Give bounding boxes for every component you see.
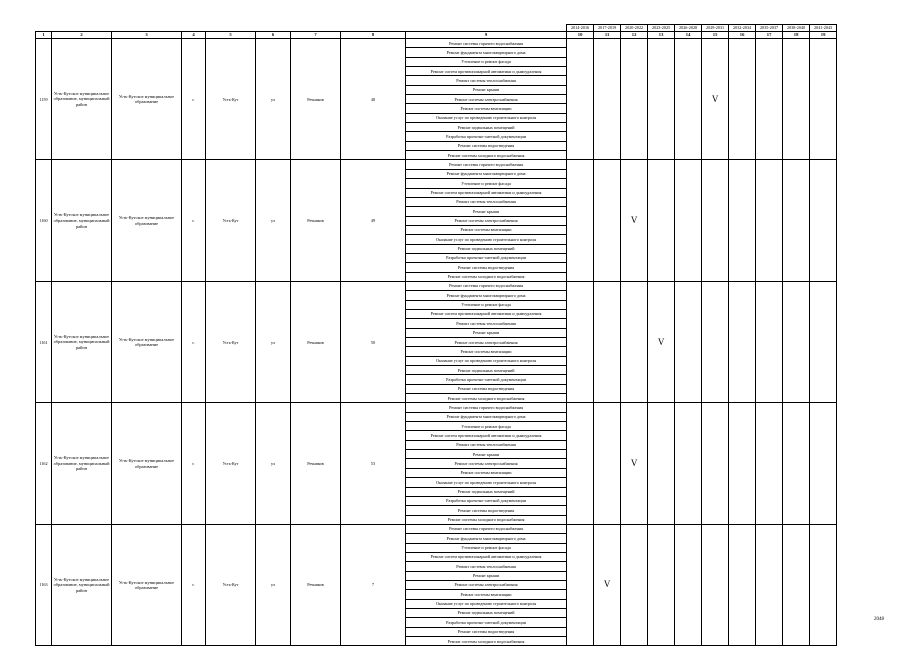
period-cell (594, 160, 621, 281)
work-type: Утепление и ремонт фасада (406, 57, 567, 66)
work-type: Оказание услуг по проведению строительного контроля (406, 478, 567, 487)
period-cell (756, 524, 783, 645)
period-cell (729, 39, 756, 160)
period-cell (756, 160, 783, 281)
column-number: 13 (648, 32, 675, 39)
year-period-header: 2032-2034 (729, 25, 756, 32)
work-type: Ремонт подвальных помещений (406, 123, 567, 132)
work-type: Ремонт крыши (406, 328, 567, 337)
period-cell (756, 39, 783, 160)
work-type: Ремонт фундамента многоквартирного дома (406, 169, 567, 178)
period-cell (810, 281, 837, 402)
work-type: Ремонт системы холодного водоснабжения (406, 637, 567, 646)
street-name: Речников (291, 524, 341, 645)
work-type: Ремонт системы водоотведения (406, 506, 567, 515)
settlement: Усть-Кутское муниципальное образование (112, 160, 182, 281)
period-cell (567, 39, 594, 160)
work-type: Разработка проектно-сметной документации (406, 253, 567, 262)
street-type: ул (256, 39, 291, 160)
year-period-header: 2035-2037 (756, 25, 783, 32)
column-number: 17 (756, 32, 783, 39)
municipality: Усть-Кутское муниципальное образование, муниципальный район (52, 524, 112, 645)
work-type: Ремонт системы горячего водоснабжения (406, 281, 567, 290)
period-cell (567, 160, 594, 281)
work-type: Оказание услуг по проведению строительного контроля (406, 113, 567, 122)
work-type: Оказание услуг по проведению строительного контроля (406, 235, 567, 244)
street-name: Речников (291, 281, 341, 402)
table-row (36, 281, 837, 290)
city: Усть-Кут (206, 160, 256, 281)
work-type: Ремонт системы вентиляции (406, 104, 567, 113)
municipality: Усть-Кутское муниципальное образование, муниципальный район (52, 39, 112, 160)
street-type: ул (256, 403, 291, 524)
work-type: Утепление и ремонт фасада (406, 179, 567, 188)
work-type: Оказание услуг по проведению строительного контроля (406, 356, 567, 365)
period-cell (594, 281, 621, 402)
column-number: 7 (291, 32, 341, 39)
year-period-header: 2041-2043 (810, 25, 837, 32)
work-type: Разработка проектно-сметной документации (406, 496, 567, 505)
work-type: Ремонт системы электроснабжения (406, 216, 567, 225)
period-cell (810, 160, 837, 281)
street-name: Речников (291, 403, 341, 524)
period-cell (675, 403, 702, 524)
period-cell (675, 281, 702, 402)
column-number: 3 (112, 32, 182, 39)
period-cell (756, 281, 783, 402)
column-number: 12 (621, 32, 648, 39)
year-period-header: 2029-2031 (702, 25, 729, 32)
period-cell (675, 39, 702, 160)
column-number: 19 (810, 32, 837, 39)
settlement: Усть-Кутское муниципальное образование (112, 281, 182, 402)
column-number: 4 (182, 32, 206, 39)
locality-type: г. (182, 281, 206, 402)
column-number: 18 (783, 32, 810, 39)
record-id: 1160 (36, 160, 52, 281)
period-cell (729, 403, 756, 524)
work-type: Ремонт системы вентиляции (406, 347, 567, 356)
work-type: Ремонт подвальных помещений (406, 244, 567, 253)
capital-repair-schedule-table (35, 24, 837, 646)
settlement: Усть-Кутское муниципальное образование (112, 39, 182, 160)
locality-type: г. (182, 524, 206, 645)
work-type: Ремонт систем противопожарной автоматики и дымоудаления (406, 67, 567, 76)
period-cell (702, 524, 729, 645)
period-cell (675, 160, 702, 281)
period-mark: V (702, 39, 729, 160)
city: Усть-Кут (206, 281, 256, 402)
period-cell (729, 160, 756, 281)
house-number: 53 (341, 403, 406, 524)
year-period-header: 2038-2040 (783, 25, 810, 32)
work-type: Разработка проектно-сметной документации (406, 375, 567, 384)
work-type: Ремонт систем противопожарной автоматики и дымоудаления (406, 431, 567, 440)
header-blank (36, 25, 567, 32)
record-id: 1159 (36, 39, 52, 160)
column-number: 5 (206, 32, 256, 39)
period-cell (648, 39, 675, 160)
period-cell (621, 39, 648, 160)
work-type: Ремонт системы теплоснабжения (406, 440, 567, 449)
work-type: Ремонт крыши (406, 85, 567, 94)
period-cell (594, 39, 621, 160)
house-number: 50 (341, 281, 406, 402)
work-type: Ремонт системы горячего водоснабжения (406, 524, 567, 533)
period-cell (594, 403, 621, 524)
work-type: Ремонт системы холодного водоснабжения (406, 394, 567, 403)
period-cell (729, 281, 756, 402)
work-type: Ремонт системы электроснабжения (406, 95, 567, 104)
work-type: Ремонт системы электроснабжения (406, 580, 567, 589)
municipality: Усть-Кутское муниципальное образование, муниципальный район (52, 403, 112, 524)
house-number: 49 (341, 160, 406, 281)
locality-type: г. (182, 39, 206, 160)
work-type: Ремонт фундамента многоквартирного дома (406, 291, 567, 300)
municipality: Усть-Кутское муниципальное образование, муниципальный район (52, 281, 112, 402)
period-cell (675, 524, 702, 645)
street-name: Речников (291, 160, 341, 281)
period-cell (783, 39, 810, 160)
record-id: 1163 (36, 524, 52, 645)
period-mark: V (648, 281, 675, 402)
work-type: Ремонт крыши (406, 450, 567, 459)
period-cell (567, 281, 594, 402)
work-type: Ремонт фундамента многоквартирного дома (406, 534, 567, 543)
work-type: Ремонт фундамента многоквартирного дома (406, 412, 567, 421)
period-cell (810, 524, 837, 645)
period-cell (648, 160, 675, 281)
work-type: Ремонт подвальных помещений (406, 487, 567, 496)
work-type: Ремонт системы вентиляции (406, 590, 567, 599)
year-period-header: 2014-2016 (567, 25, 594, 32)
year-period-header: 2026-2028 (675, 25, 702, 32)
work-type: Ремонт систем противопожарной автоматики и дымоудаления (406, 552, 567, 561)
work-type: Ремонт системы теплоснабжения (406, 76, 567, 85)
locality-type: г. (182, 403, 206, 524)
period-cell (729, 524, 756, 645)
work-type: Ремонт системы теплоснабжения (406, 319, 567, 328)
work-type: Ремонт системы водоотведения (406, 141, 567, 150)
work-type: Ремонт системы холодного водоснабжения (406, 515, 567, 524)
column-number: 9 (406, 32, 567, 39)
work-type: Ремонт системы водоотведения (406, 627, 567, 636)
period-cell (648, 524, 675, 645)
period-cell (783, 524, 810, 645)
street-type: ул (256, 281, 291, 402)
work-type: Ремонт фундамента многоквартирного дома (406, 48, 567, 57)
work-type: Ремонт системы холодного водоснабжения (406, 272, 567, 281)
column-number: 10 (567, 32, 594, 39)
table-row (36, 39, 837, 48)
municipality: Усть-Кутское муниципальное образование, муниципальный район (52, 160, 112, 281)
record-id: 1162 (36, 403, 52, 524)
table-row (36, 524, 837, 533)
street-type: ул (256, 160, 291, 281)
period-mark: V (594, 524, 621, 645)
work-type: Ремонт системы водоотведения (406, 384, 567, 393)
city: Усть-Кут (206, 403, 256, 524)
work-type: Утепление и ремонт фасада (406, 300, 567, 309)
work-type: Утепление и ремонт фасада (406, 543, 567, 552)
column-number: 11 (594, 32, 621, 39)
period-cell (783, 281, 810, 402)
period-cell (621, 524, 648, 645)
period-cell (702, 160, 729, 281)
column-number: 1 (36, 32, 52, 39)
year-period-header: 2023-2025 (648, 25, 675, 32)
work-type: Ремонт системы горячего водоснабжения (406, 160, 567, 169)
work-type: Ремонт системы вентиляции (406, 225, 567, 234)
period-cell (783, 403, 810, 524)
work-type: Ремонт подвальных помещений (406, 608, 567, 617)
work-type: Ремонт системы холодного водоснабжения (406, 151, 567, 160)
settlement: Усть-Кутское муниципальное образование (112, 524, 182, 645)
work-type: Разработка проектно-сметной документации (406, 132, 567, 141)
column-number: 2 (52, 32, 112, 39)
period-cell (567, 524, 594, 645)
work-type: Утепление и ремонт фасада (406, 422, 567, 431)
table-row (36, 403, 837, 412)
work-type: Ремонт системы вентиляции (406, 468, 567, 477)
page-number: 2048 (874, 617, 884, 622)
work-type: Ремонт крыши (406, 207, 567, 216)
work-type: Разработка проектно-сметной документации (406, 618, 567, 627)
period-mark: V (621, 160, 648, 281)
record-id: 1161 (36, 281, 52, 402)
period-cell (702, 403, 729, 524)
period-cell (756, 403, 783, 524)
table-row (36, 160, 837, 169)
column-number: 16 (729, 32, 756, 39)
house-number: 7 (341, 524, 406, 645)
column-number: 14 (675, 32, 702, 39)
work-type: Ремонт системы водоотведения (406, 263, 567, 272)
work-type: Ремонт системы теплоснабжения (406, 197, 567, 206)
period-cell (783, 160, 810, 281)
city: Усть-Кут (206, 39, 256, 160)
work-type: Ремонт системы горячего водоснабжения (406, 403, 567, 412)
street-type: ул (256, 524, 291, 645)
work-type: Ремонт систем противопожарной автоматики и дымоудаления (406, 188, 567, 197)
work-type: Ремонт системы электроснабжения (406, 459, 567, 468)
year-period-header: 2017-2019 (594, 25, 621, 32)
column-number: 6 (256, 32, 291, 39)
work-type: Ремонт системы электроснабжения (406, 338, 567, 347)
year-period-header: 2020-2022 (621, 25, 648, 32)
period-cell (702, 281, 729, 402)
period-cell (621, 281, 648, 402)
street-name: Речников (291, 39, 341, 160)
period-cell (567, 403, 594, 524)
period-mark: V (621, 403, 648, 524)
work-type: Оказание услуг по проведению строительного контроля (406, 599, 567, 608)
settlement: Усть-Кутское муниципальное образование (112, 403, 182, 524)
column-number: 15 (702, 32, 729, 39)
period-cell (810, 39, 837, 160)
column-number: 8 (341, 32, 406, 39)
house-number: 48 (341, 39, 406, 160)
locality-type: г. (182, 160, 206, 281)
work-type: Ремонт крыши (406, 571, 567, 580)
work-type: Ремонт подвальных помещений (406, 366, 567, 375)
period-cell (648, 403, 675, 524)
period-cell (810, 403, 837, 524)
work-type: Ремонт системы теплоснабжения (406, 562, 567, 571)
work-type: Ремонт системы горячего водоснабжения (406, 39, 567, 48)
city: Усть-Кут (206, 524, 256, 645)
work-type: Ремонт систем противопожарной автоматики и дымоудаления (406, 309, 567, 318)
